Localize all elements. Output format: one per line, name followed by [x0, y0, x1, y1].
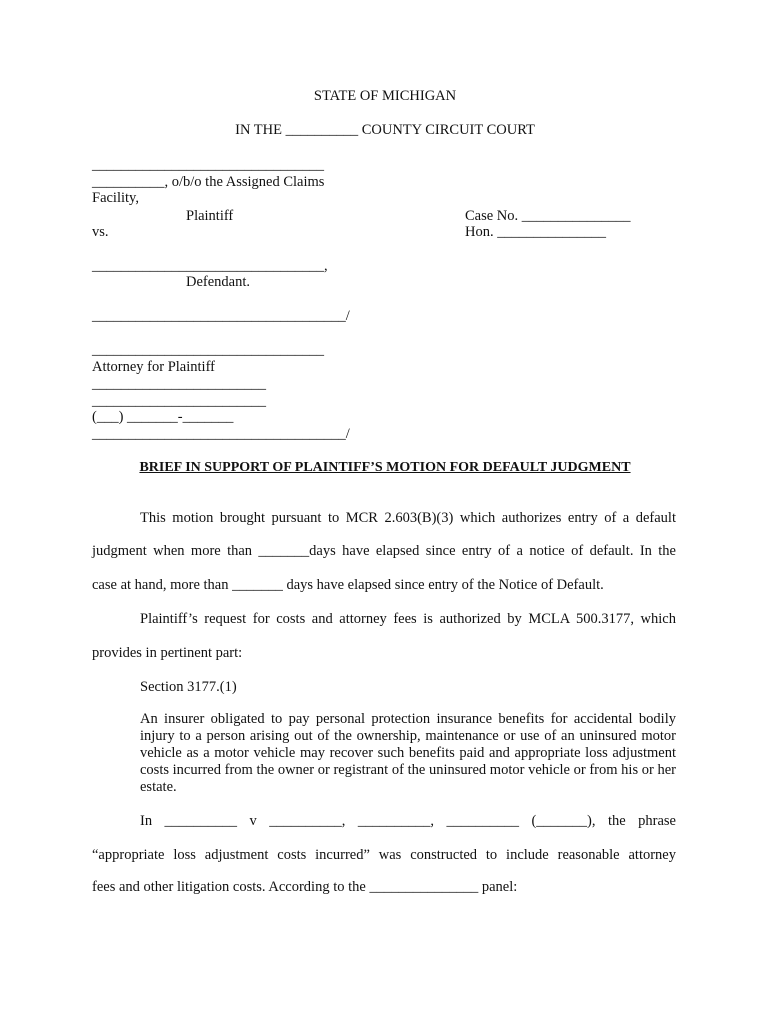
versus-label: vs.	[92, 224, 109, 240]
statute-quote: An insurer obligated to pay personal protection insurance benefits for accidental bodily injury to a person arising out of the ownership, maintenance or use of an uninsured motor vehicle as a motor vehicle may recover such benefits paid and appropriate loss adjustment costs incurred from the owner or registrant of the uninsured motor vehicle or from his or her estate.	[140, 711, 676, 795]
attorney-address-line-2: ________________________	[92, 393, 266, 409]
attorney-phone: (___) _______-_______	[92, 409, 234, 425]
attorney-separator: ___________________________________/	[92, 426, 350, 442]
plaintiff-name-facility: Facility,	[92, 190, 139, 206]
paragraph-2-line-2: provides in pertinent part:	[92, 645, 243, 661]
plaintiff-label: Plaintiff	[186, 208, 234, 224]
paragraph-1-line-3: case at hand, more than _______ days have elapsed since entry of the Notice of Default.	[92, 577, 604, 593]
section-heading: Section 3177.(1)	[140, 679, 237, 695]
paragraph-3-line-2: “appropriate loss adjustment costs incurred” was constructed to include reasonable attorney	[92, 847, 676, 863]
document-title: BRIEF IN SUPPORT OF PLAINTIFF’S MOTION FOR DEFAULT JUDGMENT	[139, 460, 631, 475]
paragraph-1-line-2: judgment when more than _______days have elapsed since entry of a notice of default. In the	[92, 543, 676, 559]
paragraph-2-line-1: Plaintiff’s request for costs and attorney fees is authorized by MCLA 500.3177, which	[140, 611, 676, 627]
plaintiff-name-line: __________, o/b/o the Assigned Claims	[92, 174, 325, 190]
paragraph-3-line-3: fees and other litigation costs. According to the _______________ panel:	[92, 879, 518, 895]
paragraph-1-line-1: This motion brought pursuant to MCR 2.603(B)(3) which authorizes entry of a default	[140, 510, 676, 526]
defendant-name-blank: ________________________________,	[92, 258, 328, 274]
attorney-name-blank: ________________________________	[92, 342, 324, 358]
judge-name: Hon. _______________	[465, 224, 606, 240]
case-number: Case No. _______________	[465, 208, 631, 224]
plaintiff-name-blank: ________________________________	[92, 157, 324, 173]
defendant-label: Defendant.	[186, 274, 251, 290]
caption-separator: ___________________________________/	[92, 308, 350, 324]
state-heading: STATE OF MICHIGAN	[313, 88, 457, 104]
attorney-address-line-1: ________________________	[92, 376, 266, 392]
court-heading: IN THE __________ COUNTY CIRCUIT COURT	[235, 122, 535, 138]
paragraph-3-line-1: In __________ v __________, __________, __________ (_______), the phrase	[140, 813, 676, 829]
attorney-label: Attorney for Plaintiff	[92, 359, 215, 375]
